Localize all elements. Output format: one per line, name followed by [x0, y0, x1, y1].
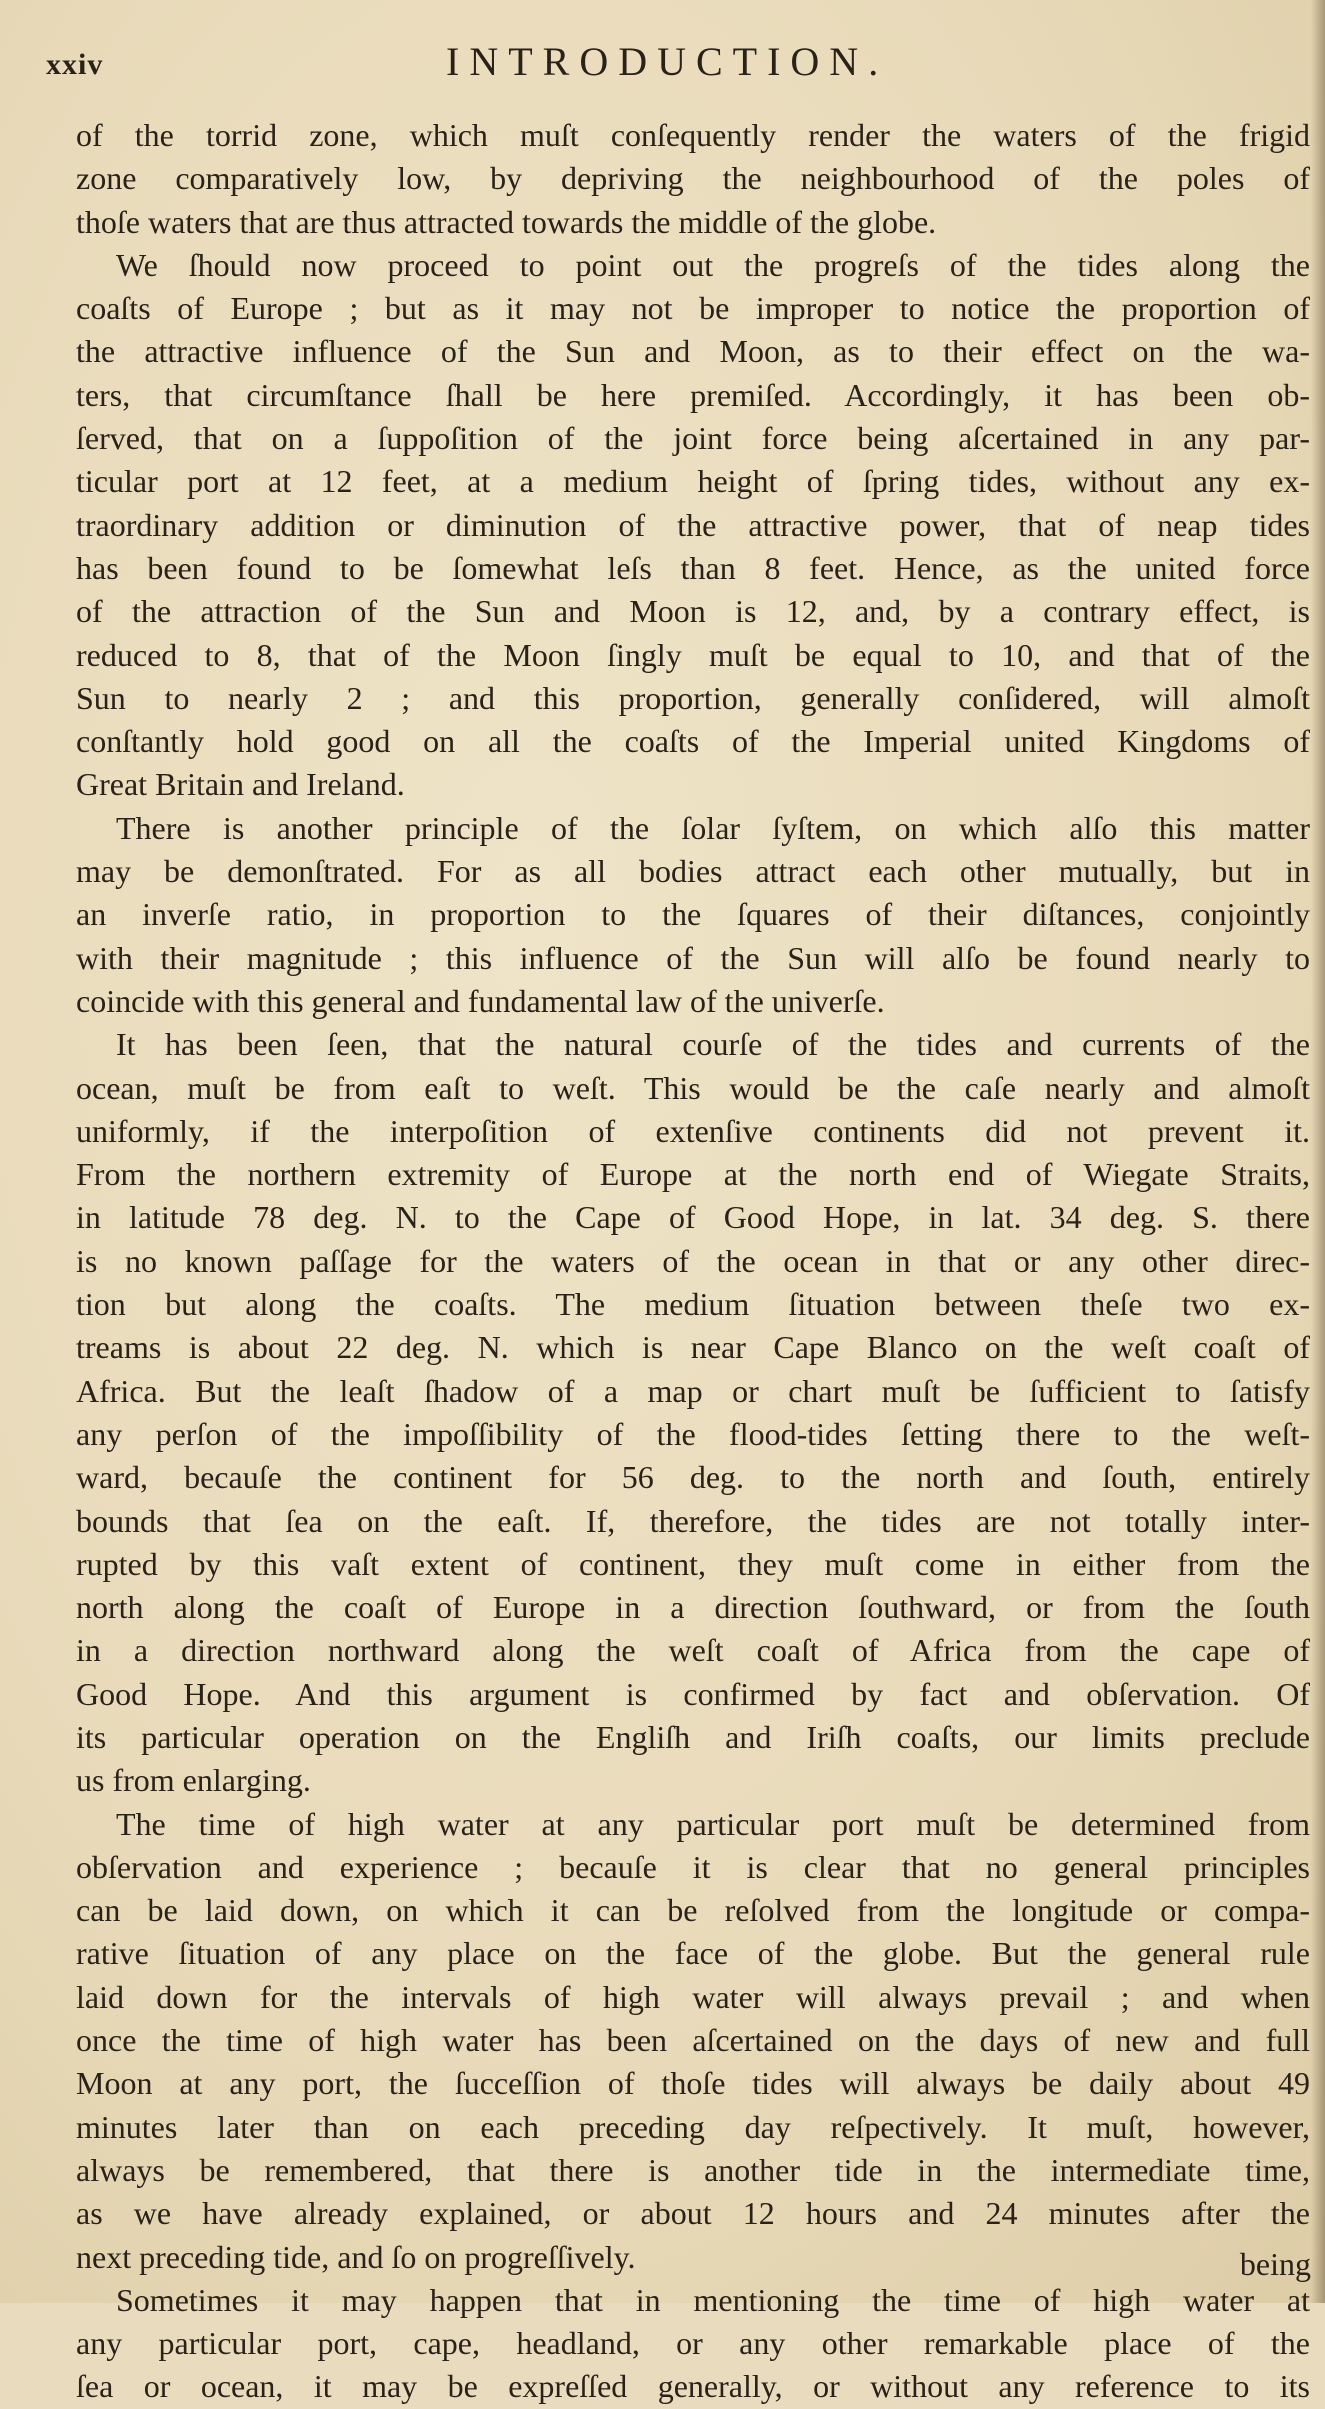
text-line: treams is about 22 deg. N. which is near Cape Blanco on the weſt coaſt of	[76, 1329, 1310, 1366]
running-head	[46, 38, 1296, 84]
text-line: of the attraction of the Sun and Moon is 12, and, by a contrary effect, is	[76, 593, 1310, 630]
catchword: being	[1239, 2246, 1311, 2282]
text-line: minutes later than on each preceding day reſpectively. It muſt, however,	[76, 2108, 1310, 2145]
text-line: is no known paſſage for the waters of the ocean in that or any other direc-	[76, 1242, 1310, 1279]
body-text	[76, 114, 1310, 2409]
running-head-title: INTRODUCTION.	[446, 39, 889, 84]
text-line: It has been ſeen, that the natural courſe of the tides and currents of the	[116, 1026, 1310, 1063]
text-line: ters, that circumſtance ſhall be here premiſed. Accordingly, it has been ob-	[76, 376, 1310, 413]
text-line: Africa. But the leaſt ſhadow of a map or chart muſt be ſufficient to ſatisfy	[76, 1372, 1310, 1409]
text-line: conſtantly hold good on all the coaſts of the Imperial united Kingdoms of	[76, 723, 1310, 760]
text-line: Moon at any port, the ſucceſſion of thoſe tides will always be daily about 49	[76, 2065, 1310, 2102]
text-line: uniformly, if the interpoſition of extenſive continents did not prevent it.	[76, 1112, 1310, 1149]
text-line: Sun to nearly 2 ; and this proportion, generally conſidered, will almoſt	[76, 679, 1310, 716]
text-line: rative ſituation of any place on the face of the globe. But the general rule	[76, 1935, 1310, 1972]
text-line: From the northern extremity of Europe at the north end of Wiegate Straits,	[76, 1156, 1310, 1193]
text-line: coaſts of Europe ; but as it may not be improper to notice the proportion of	[76, 290, 1310, 327]
text-line: its particular operation on the Engliſh and Iriſh coaſts, our limits preclude	[76, 1718, 1310, 1755]
text-line: reduced to 8, that of the Moon ſingly muſt be equal to 10, and that of the	[76, 636, 1310, 673]
text-line: any particular port, cape, headland, or any other remarkable place of the	[76, 2325, 1310, 2362]
text-line: Great Britain and Ireland.	[76, 766, 405, 803]
text-line: the attractive influence of the Sun and Moon, as to their effect on the wa-	[76, 333, 1310, 370]
text-line: Sometimes it may happen that in mentioning the time of high water at	[116, 2281, 1310, 2318]
text-line: zone comparatively low, by depriving the neighbourhood of the poles of	[76, 160, 1310, 197]
text-line: may be demonſtrated. For as all bodies attract each other mutually, but in	[76, 853, 1310, 890]
text-line: laid down for the intervals of high water will always prevail ; and when	[76, 1978, 1310, 2015]
text-line: can be laid down, on which it can be reſolved from the longitude or compa-	[76, 1892, 1310, 1929]
page-edge-shadow	[1311, 0, 1325, 2303]
text-line: Good Hope. And this argument is confirmed by fact and obſervation. Of	[76, 1675, 1310, 1712]
text-line: ſea or ocean, it may be expreſſed generally, or without any reference to its	[76, 2368, 1310, 2405]
text-line: any perſon of the impoſſibility of the flood-tides ſetting there to the weſt-	[76, 1415, 1310, 1452]
text-line: bounds that ſea on the eaſt. If, therefore, the tides are not totally inter-	[76, 1502, 1310, 1539]
text-line: rupted by this vaſt extent of continent, they muſt come in either from the	[76, 1545, 1310, 1582]
text-line: with their magnitude ; this influence of the Sun will alſo be found nearly to	[76, 939, 1310, 976]
text-line: ward, becauſe the continent for 56 deg. to the north and ſouth, entirely	[76, 1459, 1310, 1496]
text-line: once the time of high water has been aſcertained on the days of new and full	[76, 2022, 1310, 2059]
text-line: in a direction northward along the weſt coaſt of Africa from the cape of	[76, 1632, 1310, 1669]
text-line: always be remembered, that there is another tide in the intermediate time,	[76, 2151, 1310, 2188]
text-line: There is another principle of the ſolar ſyſtem, on which alſo this matter	[116, 809, 1310, 846]
text-line: north along the coaſt of Europe in a direction ſouthward, or from the ſouth	[76, 1589, 1310, 1626]
text-line: ſerved, that on a ſuppoſition of the joint force being aſcertained in any par-	[76, 420, 1310, 457]
text-line: in latitude 78 deg. N. to the Cape of Good Hope, in lat. 34 deg. S. there	[76, 1199, 1310, 1236]
text-line: ocean, muſt be from eaſt to weſt. This would be the caſe nearly and almoſt	[76, 1069, 1310, 1106]
text-line: obſervation and experience ; becauſe it is clear that no general principles	[76, 1848, 1310, 1885]
text-line: ticular port at 12 feet, at a medium height of ſpring tides, without any ex-	[76, 463, 1310, 500]
text-line: an inverſe ratio, in proportion to the ſquares of their diſtances, conjointly	[76, 896, 1310, 933]
text-line: tion but along the coaſts. The medium ſituation between theſe two ex-	[76, 1286, 1310, 1323]
text-line: us from enlarging.	[76, 1762, 311, 1799]
text-line: has been found to be ſomewhat leſs than 8 feet. Hence, as the united force	[76, 549, 1310, 586]
text-line: of the torrid zone, which muſt conſequently render the waters of the frigid	[76, 117, 1310, 153]
text-line: The time of high water at any particular port muſt be determined from	[116, 1805, 1310, 1842]
text-line: We ſhould now proceed to point out the progreſs of the tides along the	[116, 246, 1310, 283]
text-line: thoſe waters that are thus attracted towards the middle of the globe.	[76, 203, 937, 240]
page-number: xxiv	[46, 48, 104, 81]
text-line: as we have already explained, or about 12 hours and 24 minutes after the	[76, 2195, 1310, 2232]
text-line: traordinary addition or diminution of the attractive power, that of neap tides	[76, 506, 1310, 543]
text-line: next preceding tide, and ſo on progreſſively.	[76, 2238, 636, 2275]
text-line: coincide with this general and fundamental law of the univerſe.	[76, 982, 885, 1019]
